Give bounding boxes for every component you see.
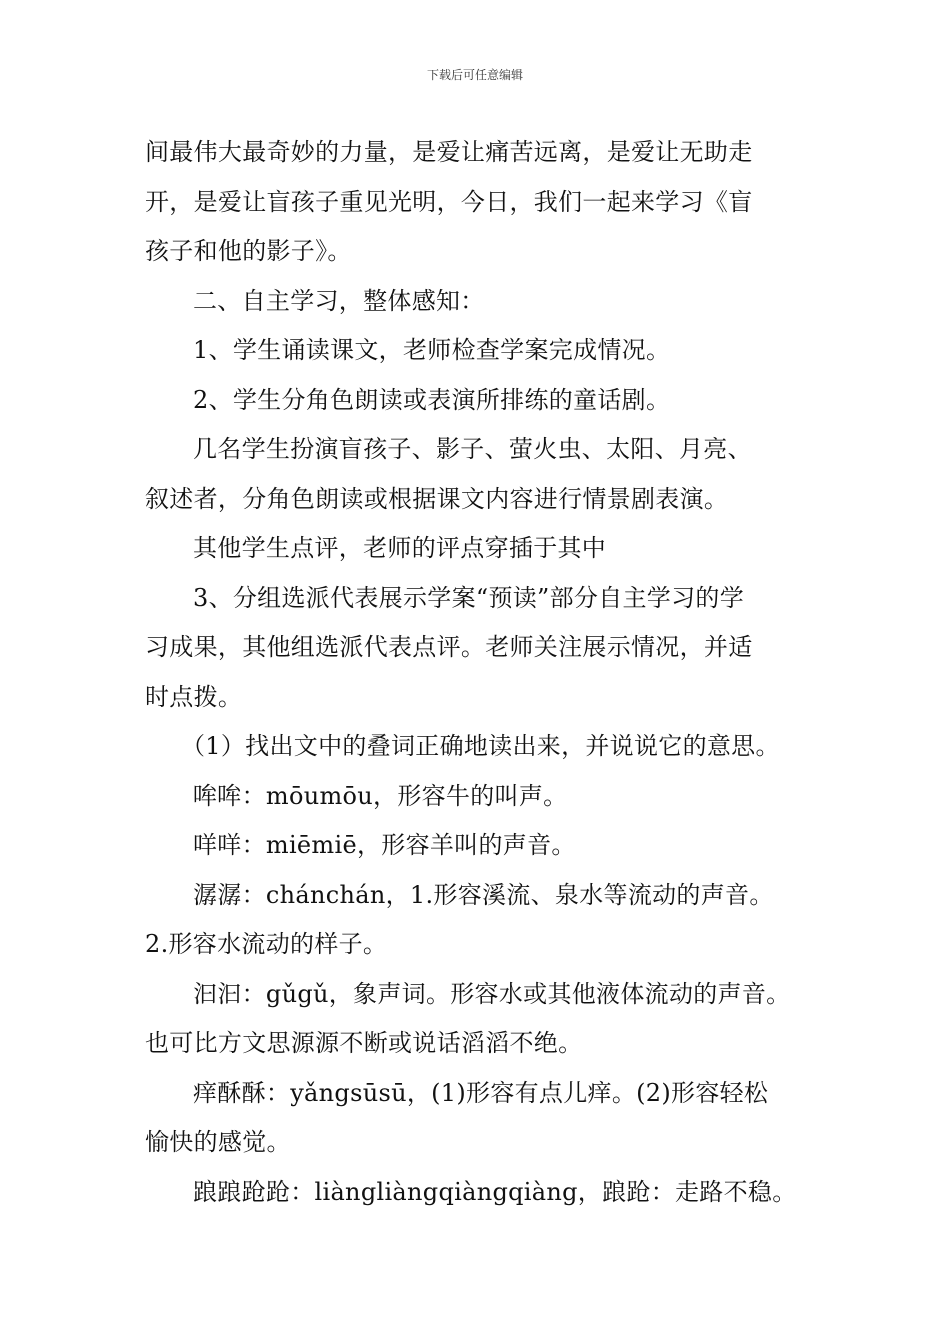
paragraph-line: 习成果，其他组选派代表点评。老师关注展示情况，并适 [145, 633, 753, 661]
paragraph-line: 2、学生分角色朗读或表演所排练的童话剧。 [193, 385, 671, 414]
paragraph-line: 3、分组选派代表展示学案“预读”部分自主学习的学 [193, 583, 745, 612]
vocab-entry: 汩汩：gǔgǔ，象声词。形容水或其他液体流动的声音。 [193, 979, 791, 1008]
paragraph-line: 几名学生扮演盲孩子、影子、萤火虫、太阳、月亮、 [193, 435, 752, 463]
paragraph-line: 其他学生点评，老师的评点穿插于其中 [193, 534, 607, 562]
paragraph-line: 开，是爱让盲孩子重见光明，今日，我们一起来学习《盲 [145, 187, 753, 216]
paragraph-line: （1）找出文中的叠词正确地读出来，并说说它的意思。 [181, 732, 780, 760]
vocab-entry: 潺潺：chánchán，1.形容溪流、泉水等流动的声音。 [193, 880, 774, 909]
vocab-entry-continued: 也可比方文思源源不断或说话滔滔不绝。 [145, 1029, 583, 1057]
paragraph-line: 1、学生诵读课文，老师检查学案完成情况。 [193, 336, 671, 364]
paragraph-line: 时点拨。 [145, 682, 243, 711]
vocab-entry: 痒酥酥：yǎngsūsū，(1)形容有点儿痒。(2)形容轻松 [193, 1078, 769, 1107]
vocab-entry: 咩咩：miēmiē，形容羊叫的声音。 [193, 831, 576, 859]
vocab-entry: 踉踉跄跄：liàngliàngqiàngqiàng，踉跄：走路不稳。 [193, 1177, 797, 1206]
paragraph-line: 间最伟大最奇妙的力量，是爱让痛苦远离，是爱让无助走 [145, 138, 753, 166]
page-header: 下载后可任意编辑 [426, 68, 523, 82]
section-heading: 二、自主学习，整体感知： [193, 286, 485, 315]
vocab-entry-continued: 2.形容水流动的样子。 [145, 930, 388, 958]
paragraph-line: 孩子和他的影子》。 [145, 237, 352, 265]
vocab-entry: 哞哞：mōumōu，形容牛的叫声。 [193, 781, 568, 810]
document-body [145, 128, 835, 1217]
paragraph-line: 叙述者，分角色朗读或根据课文内容进行情景剧表演。 [145, 484, 729, 513]
vocab-entry-continued: 愉快的感觉。 [145, 1128, 291, 1156]
